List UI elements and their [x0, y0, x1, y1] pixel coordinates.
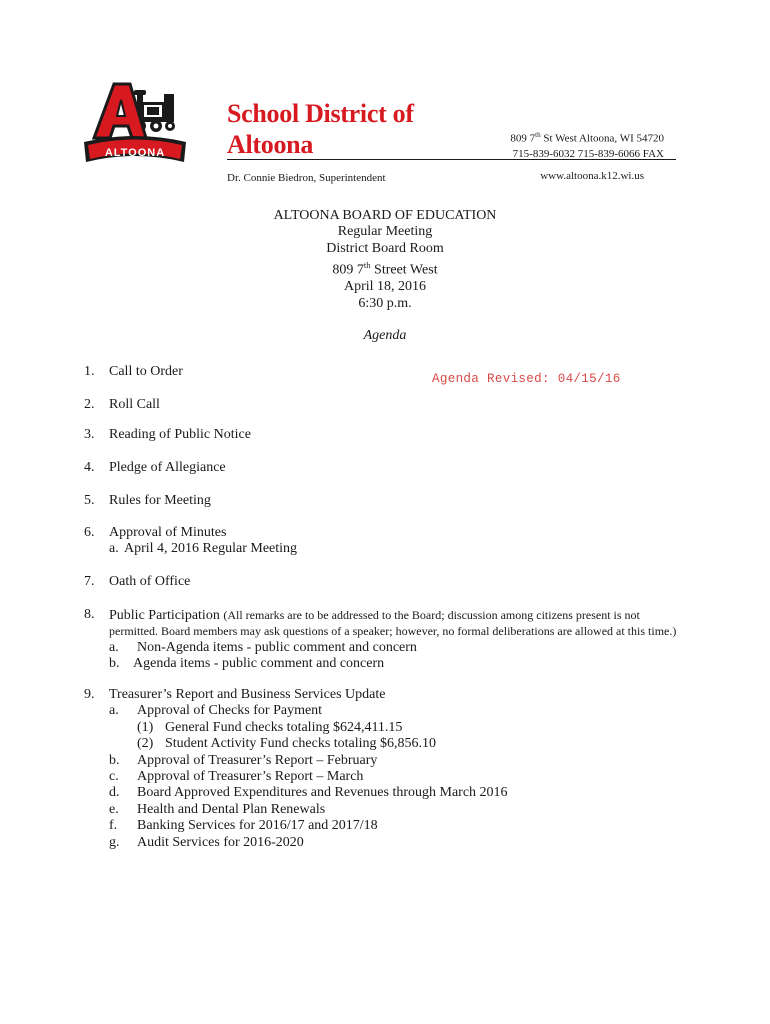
sub-item-text: Approval of Checks for Payment	[137, 703, 323, 719]
item-label: Treasurer’s Report and Business Services Update	[109, 687, 386, 702]
item-number: 5.	[84, 493, 95, 508]
item-number: 1.	[84, 364, 95, 379]
phone-fax: 715-839-6032 715-839-6066 FAX	[512, 147, 664, 160]
superintendent-name: Dr. Connie Biedron, Superintendent	[227, 172, 386, 184]
item-label	[109, 607, 640, 624]
sub-item-text: Banking Services for 2016/17 and 2017/18	[137, 818, 378, 834]
district-name-line2: Altoona	[227, 130, 314, 159]
item-number: 3.	[84, 427, 95, 442]
item-note: (All remarks are to be addressed to the Board; discussion among citizens present is not	[223, 608, 640, 622]
sub-item-mark: g.	[109, 834, 120, 850]
item-label: Oath of Office	[109, 574, 191, 589]
district-name-line1: School District of	[227, 99, 414, 128]
item-label: Approval of Minutes	[109, 525, 227, 540]
item-label: Roll Call	[109, 397, 160, 412]
sub-item-mark: (2)	[137, 736, 154, 752]
item-number: 8.	[84, 607, 95, 622]
altoona-banner	[84, 136, 186, 162]
sub-item-mark: a.	[109, 639, 119, 655]
sub-item-text: Student Activity Fund checks totaling $6,856.10	[165, 736, 437, 752]
meeting-time: 6:30 p.m.	[358, 295, 412, 311]
altoona-logo-icon	[80, 76, 190, 176]
district-logo	[80, 76, 190, 176]
item-label: Pledge of Allegiance	[109, 460, 226, 475]
sub-item-mark: a.	[109, 703, 119, 719]
sub-item-text: General Fund checks totaling $624,411.15	[165, 719, 403, 735]
sub-item-mark: d.	[109, 785, 120, 801]
board-name: ALTOONA BOARD OF EDUCATION	[273, 208, 497, 223]
sub-item-mark: c.	[109, 769, 119, 784]
item-label-text: Public Participation	[109, 608, 220, 623]
meeting-date: April 18, 2016	[343, 279, 427, 295]
sub-item-text: Agenda items - public comment and concern	[133, 656, 385, 672]
sub-item-mark: b.	[109, 656, 120, 672]
contact-block	[510, 128, 664, 162]
meeting-address: 809 7th Street West	[332, 260, 438, 278]
meeting-type: Regular Meeting	[337, 224, 433, 240]
sub-item-text: Non-Agenda items - public comment and concern	[137, 639, 417, 655]
sub-item-mark: b.	[109, 752, 120, 768]
item-number: 2.	[84, 397, 95, 412]
sub-item-text: Audit Services for 2016-2020	[137, 834, 304, 850]
sub-item-text: Health and Dental Plan Renewals	[137, 801, 326, 817]
item-label: Rules for Meeting	[109, 493, 211, 508]
district-name	[227, 98, 414, 160]
sub-item-text: Board Approved Expenditures and Revenues through March 2016	[137, 785, 508, 801]
item-number: 7.	[84, 574, 95, 589]
item-label: Call to Order	[109, 364, 183, 379]
item-note-continued: permitted. Board members may ask questions of a speaker; however, no formal deliberations are allowed at this time.)	[109, 624, 677, 639]
agenda-heading: Agenda	[363, 328, 407, 344]
district-website: www.altoona.k12.wi.us	[540, 170, 644, 182]
sub-item-mark: e.	[109, 801, 119, 817]
revised-note: Agenda Revised: 04/15/16	[432, 372, 621, 386]
meeting-header	[270, 208, 500, 345]
item-number: 4.	[84, 460, 95, 475]
sub-item-text: April 4, 2016 Regular Meeting	[124, 541, 298, 557]
item-label: Reading of Public Notice	[109, 427, 251, 442]
sub-item-mark: a.	[109, 541, 119, 557]
letterhead-divider	[227, 159, 676, 160]
sub-item-text: Approval of Treasurer’s Report – March	[137, 769, 364, 784]
item-number: 9.	[84, 687, 95, 702]
district-address: 809 7th St West Altoona, WI 54720	[510, 131, 664, 145]
svg-text:ALTOONA: ALTOONA	[104, 147, 166, 159]
sub-item-mark: f.	[109, 818, 118, 834]
item-number: 6.	[84, 525, 95, 540]
sub-item-text: Approval of Treasurer’s Report – February	[137, 752, 378, 768]
sub-item-mark: (1)	[137, 719, 154, 735]
meeting-room: District Board Room	[326, 240, 444, 256]
